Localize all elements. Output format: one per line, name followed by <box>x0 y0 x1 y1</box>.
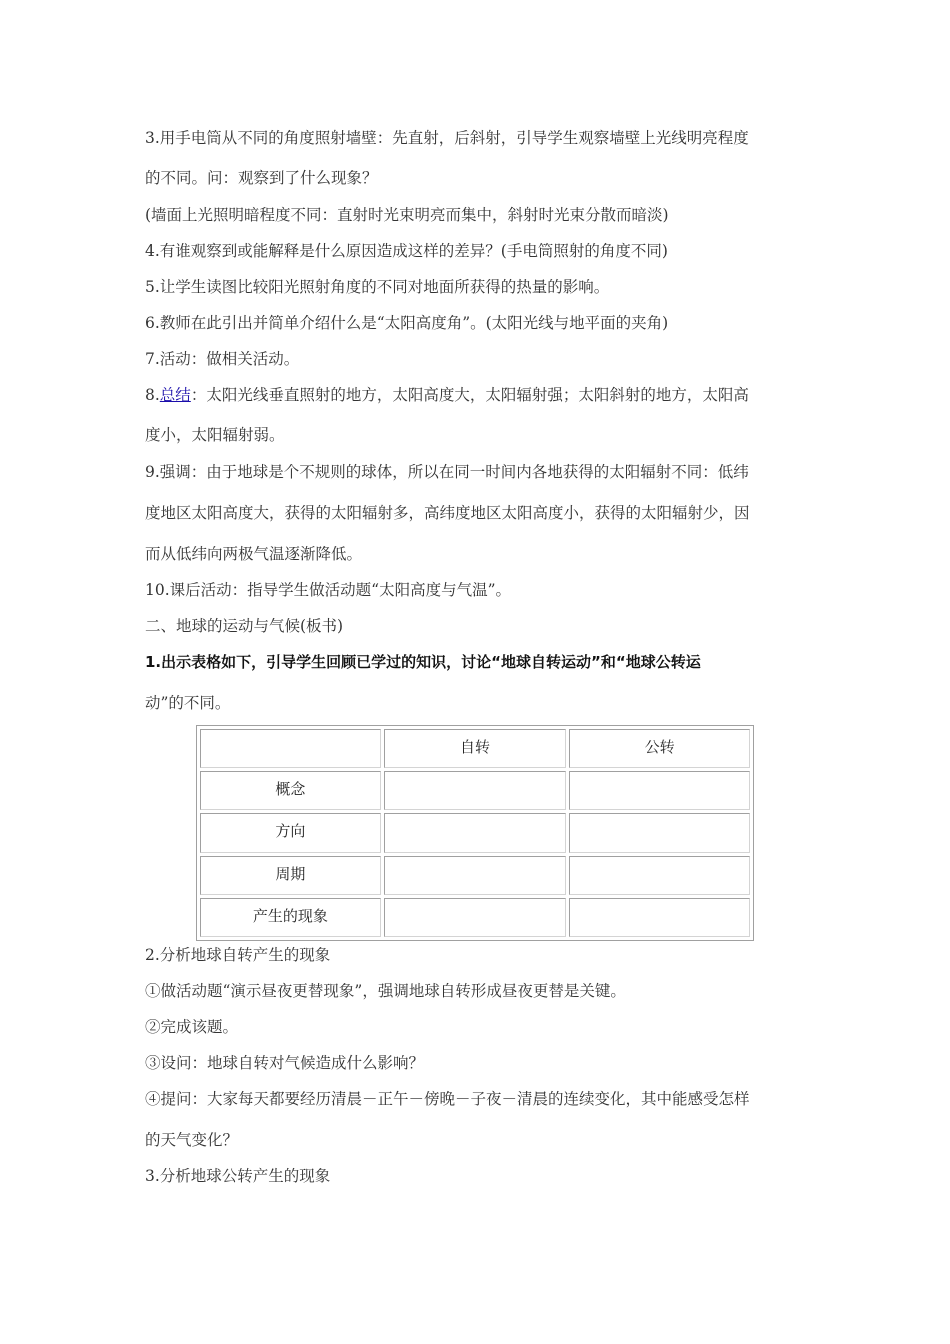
summary-line <box>145 385 749 405</box>
comparison-table <box>196 725 754 941</box>
paragraph-line: 6.教师在此引出并简单介绍什么是“太阳高度角”。(太阳光线与地平面的夹角) <box>145 314 669 332</box>
table-row-label: 方向 <box>200 813 381 852</box>
paragraph-line: (墙面上光照明暗程度不同：直射时光束明亮而集中，斜射时光束分散而暗淡) <box>145 206 669 224</box>
paragraph-line: 动”的不同。 <box>145 694 231 712</box>
paragraph-line: ④提问：大家每天都要经历清晨－正午－傍晚－子夜－清晨的连续变化，其中能感受怎样 <box>145 1090 750 1108</box>
paragraph-line: ②完成该题。 <box>145 1018 239 1036</box>
table-cell <box>384 813 567 852</box>
table-row-label: 周期 <box>200 856 381 895</box>
table-row-label: 概念 <box>200 771 381 810</box>
paragraph-line: 的天气变化？ <box>145 1131 239 1149</box>
table-cell <box>384 856 567 895</box>
table-cell <box>384 898 567 937</box>
paragraph-line: 3.用手电筒从不同的角度照射墙壁：先直射，后斜射，引导学生观察墙壁上光线明亮程度 <box>145 129 749 147</box>
paragraph-line: 2.分析地球自转产生的现象 <box>145 946 331 964</box>
table-row <box>200 898 750 937</box>
table-row-label: 产生的现象 <box>200 898 381 937</box>
paragraph-line: 度地区太阳高度大，获得的太阳辐射多，高纬度地区太阳高度小，获得的太阳辐射少，因 <box>145 504 750 522</box>
table-header-cell <box>200 729 381 768</box>
table-row <box>200 813 750 852</box>
table-cell <box>384 771 567 810</box>
summary-link[interactable]: 总结 <box>159 386 191 404</box>
paragraph-line: 10.课后活动：指导学生做活动题“太阳高度与气温”。 <box>145 581 511 599</box>
table-header-cell: 公转 <box>569 729 750 768</box>
section-heading: 二、地球的运动与气候(板书) <box>145 617 344 635</box>
paragraph-line: 9.强调：由于地球是个不规则的球体，所以在同一时间内各地获得的太阳辐射不同：低纬 <box>145 463 749 481</box>
table-header-row <box>200 729 750 768</box>
table-row <box>200 856 750 895</box>
paragraph-line: ①做活动题“演示昼夜更替现象”，强调地球自转形成昼夜更替是关键。 <box>145 982 626 1000</box>
summary-text: ：太阳光线垂直照射的地方，太阳高度大，太阳辐射强；太阳斜射的地方，太阳高 <box>190 386 749 404</box>
paragraph-line: 而从低纬向两极气温逐渐降低。 <box>145 545 363 563</box>
table-header-cell: 自转 <box>384 729 567 768</box>
paragraph-line: 7.活动：做相关活动。 <box>145 350 300 368</box>
item-number: 8. <box>145 386 160 404</box>
paragraph-line: 度小，太阳辐射弱。 <box>145 426 285 444</box>
table-cell <box>569 813 750 852</box>
paragraph-line: ③设问：地球自转对气候造成什么影响？ <box>145 1054 425 1072</box>
paragraph-line: 3.分析地球公转产生的现象 <box>145 1167 331 1185</box>
table-cell <box>569 771 750 810</box>
table-row <box>200 771 750 810</box>
paragraph-line: 4.有谁观察到或能解释是什么原因造成这样的差异？(手电筒照射的角度不同) <box>145 242 668 260</box>
paragraph-line: 1.出示表格如下，引导学生回顾已学过的知识，讨论“地球自转运动”和“地球公转运 <box>145 653 701 671</box>
paragraph-line: 的不同。问：观察到了什么现象？ <box>145 169 378 187</box>
table-cell <box>569 898 750 937</box>
paragraph-line: 5.让学生读图比较阳光照射角度的不同对地面所获得的热量的影响。 <box>145 278 610 296</box>
table-cell <box>569 856 750 895</box>
